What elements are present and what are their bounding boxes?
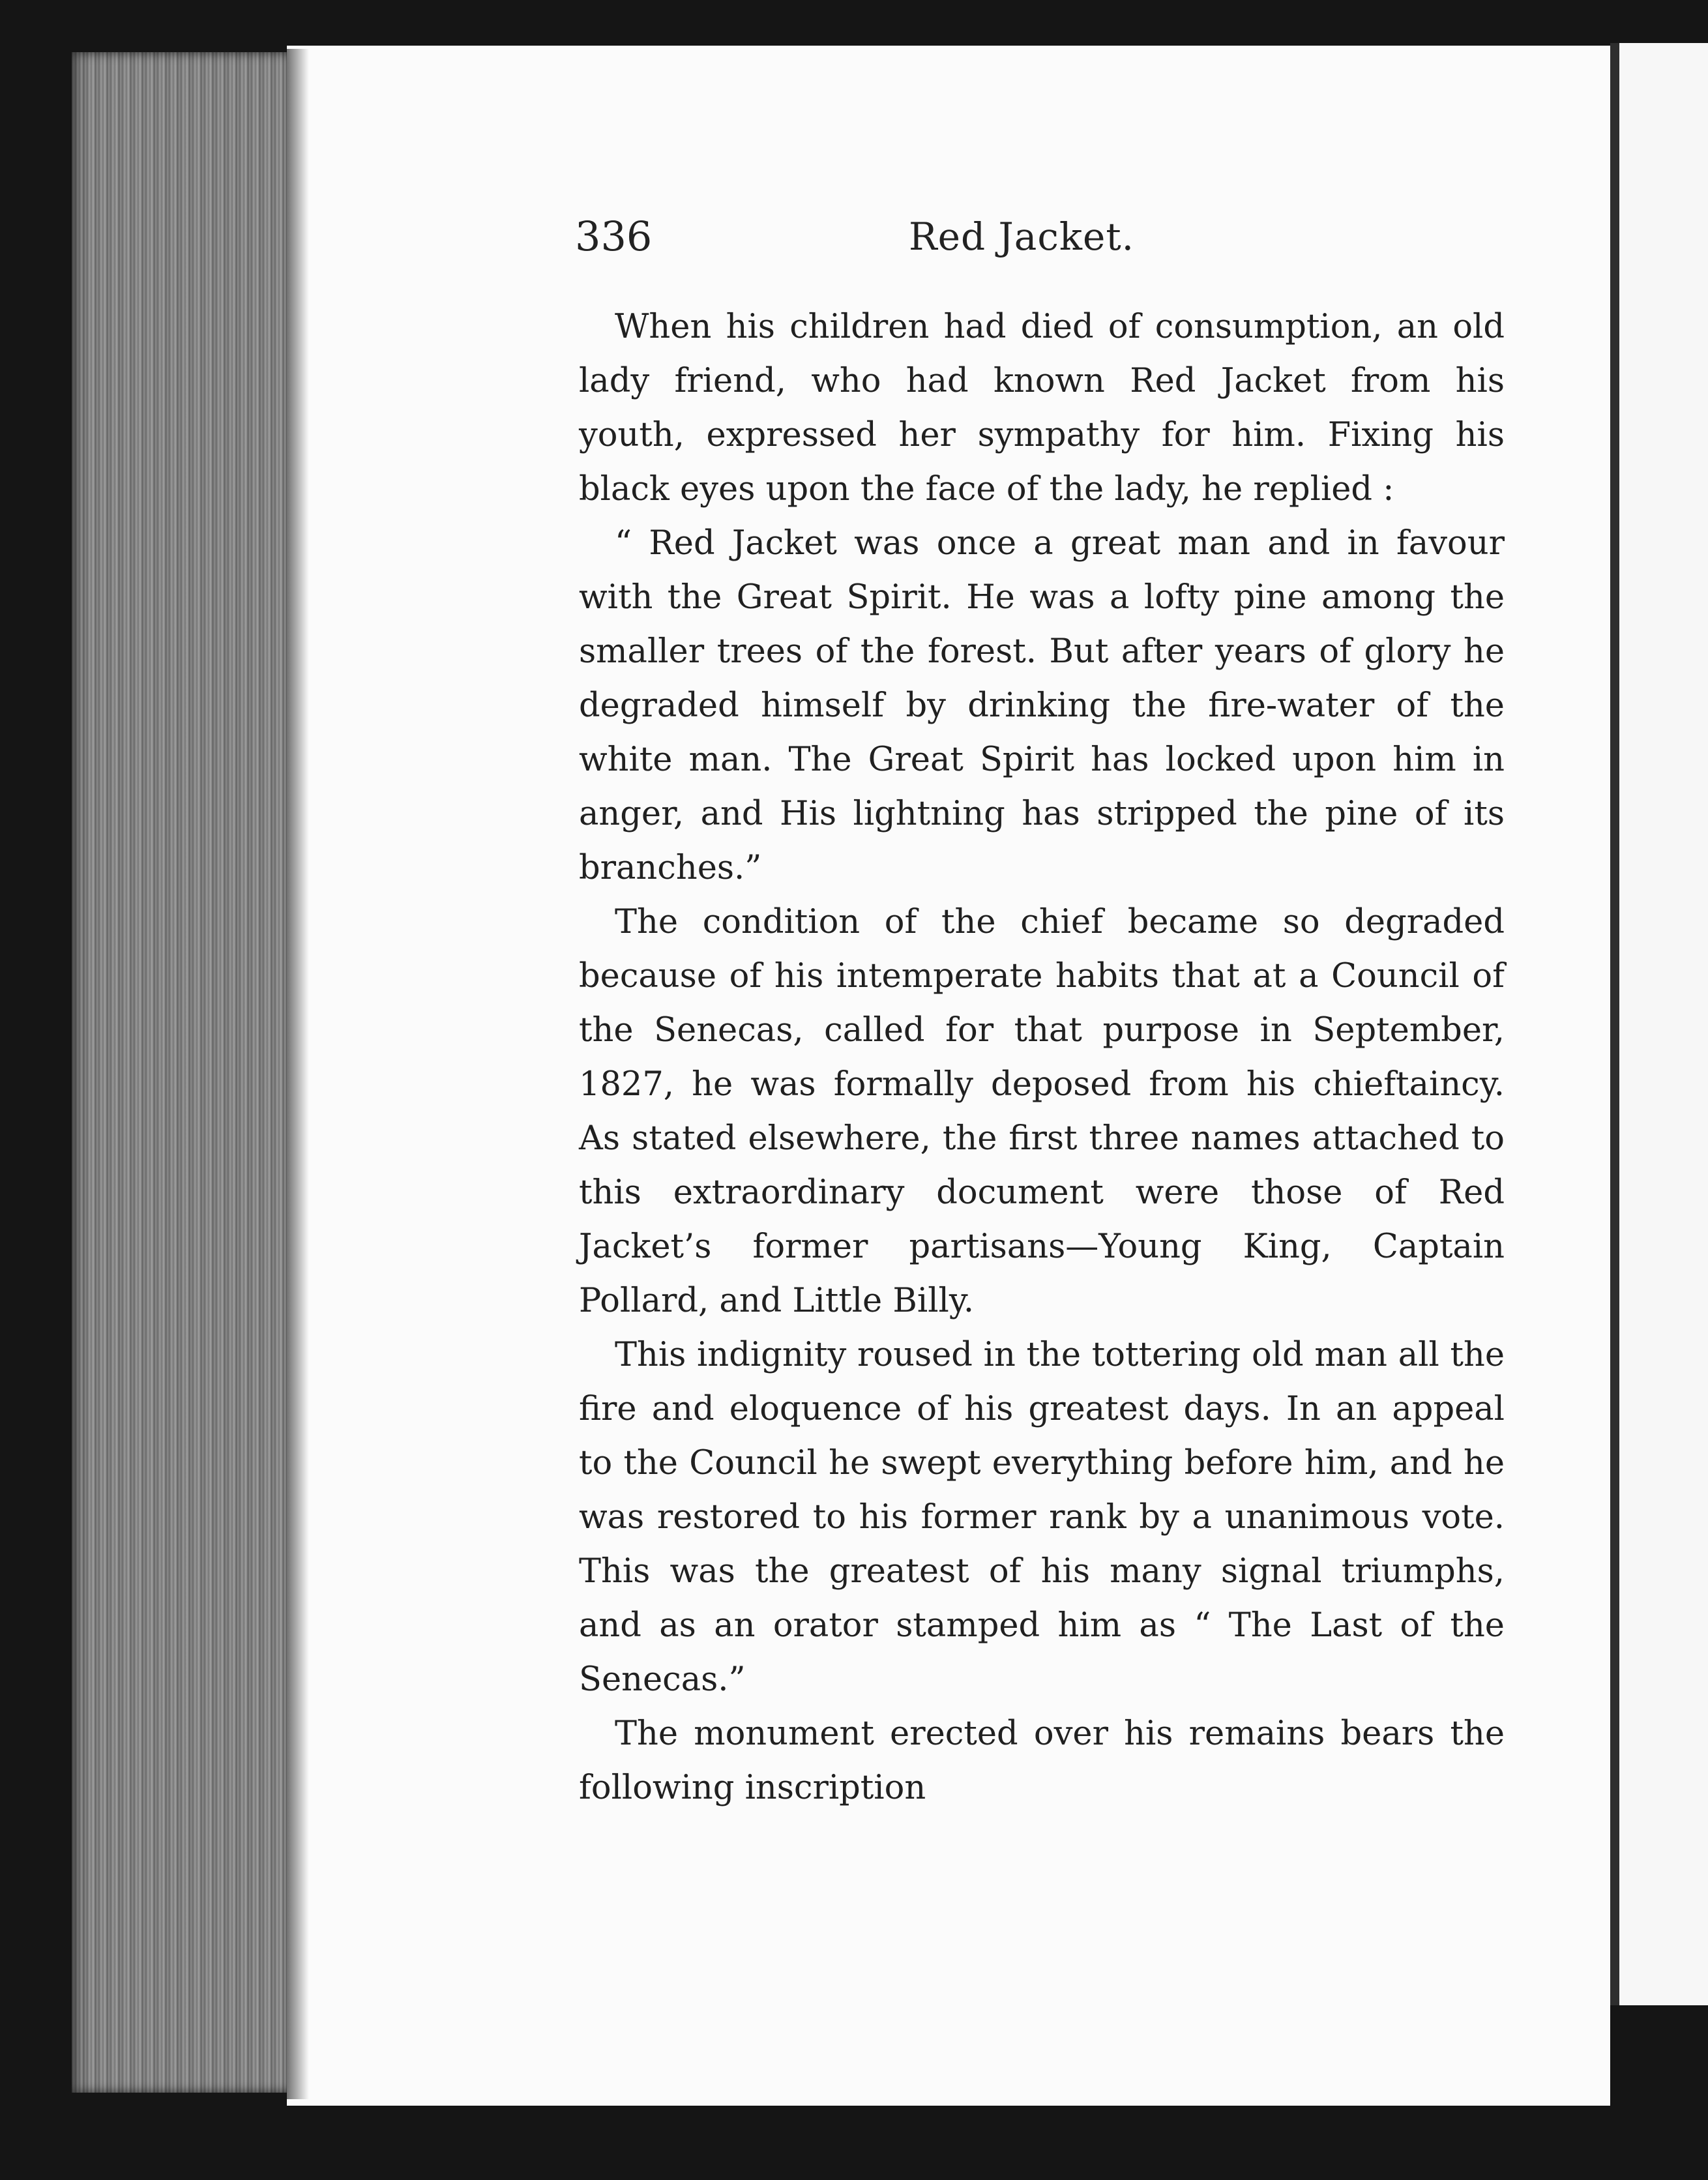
paragraph: The condition of the chief became so degraded because of his intemperate habits that at a Council of the Senecas, called for that purpose in September, 1827, he was formally deposed from his chieftaincy. As stated elsewhere, the first three names attached to this extraordinary document were those of Red Jacket’s former partisans—Young King, Captain Pollard, and Little Billy.	[579, 903, 1505, 1320]
paragraph: “ Red Jacket was once a great man and in favour with the Great Spirit. He was a lofty pine among the smaller trees of the forest. But after years of glory he degraded himself by drinking the fire-water of the white man. The Great Spirit has locked upon him in anger, and His lightning has stripped the pine of its branches.”	[579, 524, 1505, 887]
running-head: Red Jacket.	[909, 214, 1135, 259]
page-gutter-shadow	[287, 49, 309, 2099]
page-number: 336	[575, 213, 653, 260]
paragraph: The monument erected over his remains bears the following inscription	[579, 1715, 1505, 1807]
paragraph: When his children had died of consumption, an old lady friend, who had known Red Jacket from his youth, expressed her sympathy for him. Fixing his black eyes upon the face of the lady, he replied :	[579, 308, 1505, 508]
page-header	[575, 207, 1227, 266]
body-text	[579, 300, 1505, 1815]
paragraph: This indignity roused in the tottering old man all the fire and eloquence of his greatest days. In an appeal to the Council he swept everything before him, and he was restored to his former rank by a unanimous vote. This was the greatest of his many signal triumphs, and as an orator stamped him as “ The Last of the Senecas.”	[579, 1336, 1505, 1699]
adjacent-page-edge	[1610, 43, 1708, 2005]
book-page-edges	[72, 52, 306, 2093]
